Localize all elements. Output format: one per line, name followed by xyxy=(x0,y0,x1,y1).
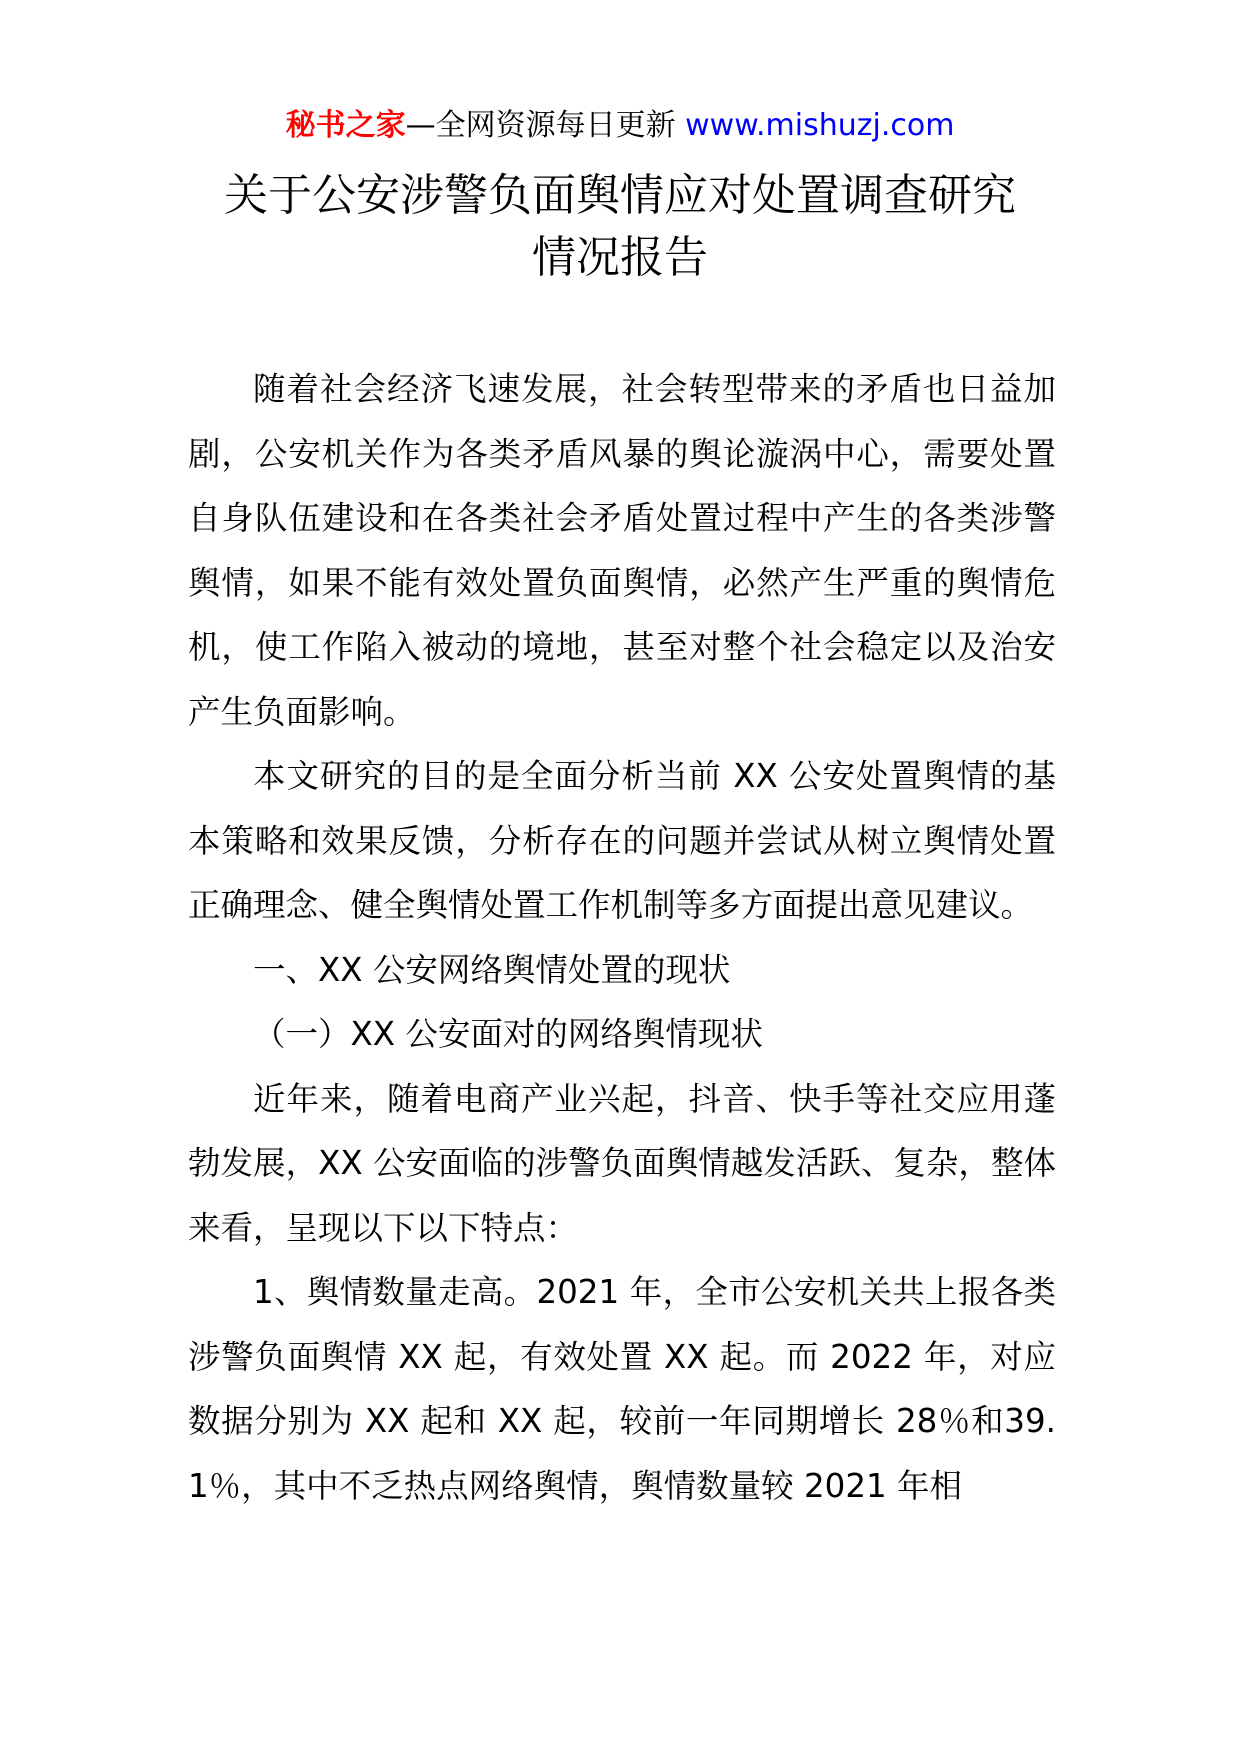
title-line-1: 关于公安涉警负面舆情应对处置调查研究 xyxy=(224,170,1016,221)
site-banner xyxy=(0,104,1240,148)
document-body xyxy=(188,357,1056,1518)
document-title xyxy=(150,165,1090,289)
paragraph-situation: 近年来，随着电商产业兴起，抖音、快手等社交应用蓬勃发展，XX 公安面临的涉警负面舆情越发活跃、复杂，整体来看，呈现以下以下特点： xyxy=(188,1079,1056,1247)
paragraph-point-1: 1、舆情数量走高。2021 年，全市公安机关共上报各类涉警负面舆情 XX 起，有效处置 XX 起。而 2022 年，对应数据分别为 XX 起和 XX 起，较前一年同期增长 28％和39.1％，其中不乏热点网络舆情，舆情数量较 2021 年相 xyxy=(188,1273,1056,1505)
paragraph-purpose: 本文研究的目的是全面分析当前 XX 公安处置舆情的基本策略和效果反馈，分析存在的问题并尝试从树立舆情处置正确理念、健全舆情处置工作机制等多方面提出意见建议。 xyxy=(188,757,1056,924)
banner-tagline: —全网资源每日更新 xyxy=(405,108,676,143)
brand-name: 秘书之家 xyxy=(285,108,406,143)
section-heading: 一、XX 公安网络舆情处置的现状 xyxy=(253,950,731,989)
site-url-link[interactable]: www.mishuzj.com xyxy=(685,108,955,143)
paragraph-intro: 随着社会经济飞速发展，社会转型带来的矛盾也日益加剧，公安机关作为各类矛盾风暴的舆论漩涡中心，需要处置自身队伍建设和在各类社会矛盾处置过程中产生的各类涉警舆情，如果不能有效处置负面舆情，必然产生严重的舆情危机，使工作陷入被动的境地，甚至对整个社会稳定以及治安产生负面影响。 xyxy=(188,370,1056,731)
title-line-2: 情况报告 xyxy=(532,232,708,283)
subsection-heading: （一）XX 公安面对的网络舆情现状 xyxy=(253,1015,763,1053)
